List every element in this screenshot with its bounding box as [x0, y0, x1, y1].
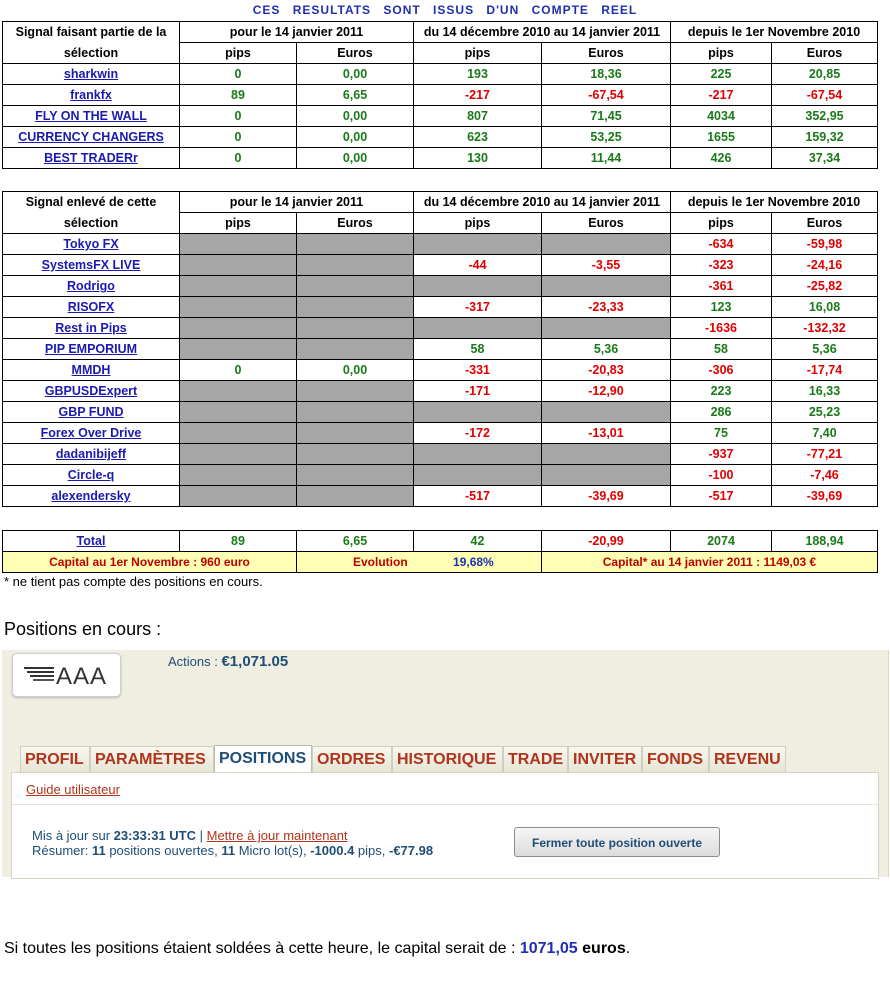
period-since-header: depuis le 1er Novembre 2010: [671, 22, 878, 43]
euros-cell: [542, 318, 671, 339]
pips-cell: 1655: [671, 127, 772, 148]
signal-name[interactable]: Forex Over Drive: [3, 423, 180, 444]
euros-cell: [297, 318, 414, 339]
signal-name[interactable]: alexendersky: [3, 486, 180, 507]
euros-cell: -77,21: [772, 444, 878, 465]
micro-text: Micro lot(s),: [235, 843, 311, 858]
euros-cell: 352,95: [772, 106, 878, 127]
table-row: [3, 444, 878, 465]
euros-cell: 16,08: [772, 297, 878, 318]
euros-cell: -132,32: [772, 318, 878, 339]
pips-cell: [180, 318, 297, 339]
euros-cell: 6,65: [297, 85, 414, 106]
signal-name[interactable]: dadanibijeff: [3, 444, 180, 465]
euros-cell: [297, 402, 414, 423]
euros-cell: 53,25: [542, 127, 671, 148]
signal-name[interactable]: BEST TRADERr: [3, 148, 180, 169]
signal-name[interactable]: frankfx: [3, 85, 180, 106]
euros-cell: 0,00: [297, 106, 414, 127]
pips-cell: 130: [414, 148, 542, 169]
pips-cell: -517: [671, 486, 772, 507]
equity-display: [168, 653, 288, 670]
pips-cell: 0: [180, 127, 297, 148]
table-row: [3, 465, 878, 486]
table-row: [3, 360, 878, 381]
euros-cell: [542, 465, 671, 486]
euros-cell: [297, 297, 414, 318]
table-row: [3, 276, 878, 297]
pips-cell: 286: [671, 402, 772, 423]
euros-header: Euros: [297, 43, 414, 64]
signal-header-line2: sélection: [3, 213, 180, 234]
final-statement: [4, 940, 630, 958]
pips-header: pips: [180, 213, 297, 234]
pips-cell: [180, 234, 297, 255]
tab-revenu[interactable]: REVENU: [709, 746, 786, 772]
pips-cell: 623: [414, 127, 542, 148]
euros-header: Euros: [772, 213, 878, 234]
period-month-header: du 14 décembre 2010 au 14 janvier 2011: [414, 192, 671, 213]
euros-cell: -3,55: [542, 255, 671, 276]
signal-name[interactable]: PIP EMPORIUM: [3, 339, 180, 360]
logo-mark-icon: [24, 667, 54, 683]
euros-cell: 16,33: [772, 381, 878, 402]
capital-row: [3, 552, 878, 573]
euros-header: Euros: [542, 213, 671, 234]
period-day-header: pour le 14 janvier 2011: [180, 22, 414, 43]
updated-prefix: Mis à jour sur: [32, 828, 114, 843]
results-banner: CES RESULTATS SONT ISSUS D'UN COMPTE REEL: [252, 3, 638, 17]
signal-header: Signal faisant partie de la: [3, 22, 180, 43]
tab-parametres[interactable]: PARAMÈTRES: [90, 746, 214, 772]
pips-cell: [414, 318, 542, 339]
pips-cell: -171: [414, 381, 542, 402]
pips-cell: 426: [671, 148, 772, 169]
total-euros-cell: 188,94: [772, 531, 878, 552]
signal-name[interactable]: Circle-q: [3, 465, 180, 486]
euros-header: Euros: [542, 43, 671, 64]
period-day-header: pour le 14 janvier 2011: [180, 192, 414, 213]
positions-content: [11, 772, 879, 879]
table-row: [3, 402, 878, 423]
pips-cell: -317: [414, 297, 542, 318]
pips-cell: [414, 276, 542, 297]
euros-cell: -13,01: [542, 423, 671, 444]
pips-cell: [180, 255, 297, 276]
euros-cell: 37,34: [772, 148, 878, 169]
pips-cell: [414, 234, 542, 255]
signal-name[interactable]: sharkwin: [3, 64, 180, 85]
signal-name[interactable]: Rodrigo: [3, 276, 180, 297]
pips-cell: -100: [671, 465, 772, 486]
table-row: [3, 255, 878, 276]
euros-cell: -67,54: [772, 85, 878, 106]
pips-cell: [180, 276, 297, 297]
table-row: [3, 339, 878, 360]
pips-cell: 0: [180, 360, 297, 381]
pips-cell: [180, 486, 297, 507]
total-pips-cell: 89: [180, 531, 297, 552]
euros-cell: [297, 339, 414, 360]
signal-header: Signal enlevé de cette: [3, 192, 180, 213]
euros-cell: 71,45: [542, 106, 671, 127]
pips-cell: -634: [671, 234, 772, 255]
total-pips-cell: 42: [414, 531, 542, 552]
footnote: * ne tient pas compte des positions en cours.: [4, 574, 263, 589]
pips-cell: 0: [180, 148, 297, 169]
pips-cell: 807: [414, 106, 542, 127]
signal-name[interactable]: RISOFX: [3, 297, 180, 318]
table-row: [3, 318, 878, 339]
pips-cell: -1636: [671, 318, 772, 339]
euros-cell: -59,98: [772, 234, 878, 255]
pips-cell: -517: [414, 486, 542, 507]
table-row: [3, 486, 878, 507]
pips-cell: 75: [671, 423, 772, 444]
euros-cell: -20,83: [542, 360, 671, 381]
euros-cell: [297, 465, 414, 486]
pips-cell: [180, 339, 297, 360]
capital-now: Capital* au 14 janvier 2011 : 1149,03 €: [542, 552, 878, 573]
euros-cell: [542, 402, 671, 423]
broker-panel: [2, 650, 889, 877]
period-since-header: depuis le 1er Novembre 2010: [671, 192, 878, 213]
user-guide-link[interactable]: Guide utilisateur: [26, 782, 120, 797]
euros-cell: [297, 276, 414, 297]
tab-fonds[interactable]: FONDS: [642, 746, 709, 772]
actions-label: Actions :: [168, 654, 222, 669]
tab-trade[interactable]: TRADE: [503, 746, 568, 772]
euros-cell: [297, 423, 414, 444]
final-end: .: [625, 940, 631, 957]
pips-cell: -217: [414, 85, 542, 106]
signal-name[interactable]: GBPUSDExpert: [3, 381, 180, 402]
pips-cell: 0: [180, 106, 297, 127]
selection-table: [2, 21, 878, 169]
pips-cell: -937: [671, 444, 772, 465]
euros-cell: -39,69: [772, 486, 878, 507]
pips-cell: -323: [671, 255, 772, 276]
pips-cell: [414, 444, 542, 465]
total-pips-cell: 2074: [671, 531, 772, 552]
euros-cell: [542, 444, 671, 465]
pips-cell: 225: [671, 64, 772, 85]
euros-cell: [297, 381, 414, 402]
euros-cell: 18,36: [542, 64, 671, 85]
pips-header: pips: [414, 43, 542, 64]
pips-cell: -361: [671, 276, 772, 297]
update-now-link[interactable]: Mettre à jour maintenant: [206, 828, 348, 843]
euros-cell: 0,00: [297, 148, 414, 169]
positions-title: Positions en cours :: [4, 619, 162, 639]
euros-cell: 0,00: [297, 360, 414, 381]
euros-cell: -12,90: [542, 381, 671, 402]
euros-cell: 5,36: [542, 339, 671, 360]
pips-cell: -331: [414, 360, 542, 381]
final-amount: 1071,05: [519, 940, 578, 957]
positions-status: Mis à jour sur 23:33:31 UTC | Mettre à jour maintenant Résumer: 11 positions ouvertes, 11 Micro lot(s), -1000.4 pips, -€77.98: [32, 828, 434, 858]
broker-logo[interactable]: [12, 653, 121, 697]
open-count: 11: [91, 843, 106, 858]
pips-cell: 58: [671, 339, 772, 360]
open-text: positions ouvertes,: [105, 843, 222, 858]
euros-cell: [297, 234, 414, 255]
pips-cell: 58: [414, 339, 542, 360]
table-row: [3, 234, 878, 255]
signal-name[interactable]: FLY ON THE WALL: [3, 106, 180, 127]
euros-cell: 0,00: [297, 64, 414, 85]
close-all-positions-button[interactable]: Fermer toute position ouverte: [514, 827, 720, 857]
divider: [12, 804, 878, 805]
euros-cell: -24,16: [772, 255, 878, 276]
table-row: [3, 64, 878, 85]
euros-cell: 159,32: [772, 127, 878, 148]
euros-cell: 20,85: [772, 64, 878, 85]
final-unit: euros: [577, 940, 626, 957]
tab-historique[interactable]: HISTORIQUE: [392, 746, 503, 772]
total-table: [2, 530, 878, 573]
tab-positions[interactable]: POSITIONS: [214, 745, 312, 773]
signal-name[interactable]: SystemsFX LIVE: [3, 255, 180, 276]
euros-cell: 25,23: [772, 402, 878, 423]
pips-header: pips: [414, 213, 542, 234]
euros-header: Euros: [297, 213, 414, 234]
pips-cell: [414, 465, 542, 486]
pips-cell: [180, 381, 297, 402]
total-label[interactable]: Total: [3, 531, 180, 552]
tab-inviter[interactable]: INVITER: [568, 746, 642, 772]
pips-cell: [180, 423, 297, 444]
pips-cell: [180, 402, 297, 423]
table-row: [3, 423, 878, 444]
removed-table: [2, 191, 878, 507]
updated-time: 23:33:31 UTC: [113, 828, 197, 843]
logo-text: AAA: [56, 663, 108, 690]
summary-prefix: Résumer:: [32, 843, 92, 858]
actions-value: €1,071.05: [221, 653, 289, 670]
table-row: [3, 297, 878, 318]
total-euros-cell: -20,99: [542, 531, 671, 552]
pips-cell: 123: [671, 297, 772, 318]
euros-cell: -23,33: [542, 297, 671, 318]
euros-cell: [542, 234, 671, 255]
pips-text: pips,: [354, 843, 389, 858]
pips-cell: -217: [671, 85, 772, 106]
table-row: [3, 148, 878, 169]
pips-cell: [180, 444, 297, 465]
euros-cell: 11,44: [542, 148, 671, 169]
pips-header: pips: [180, 43, 297, 64]
table-row: [3, 127, 878, 148]
pips-cell: -44: [414, 255, 542, 276]
capital-start: Capital au 1er Novembre : 960 euro: [3, 552, 297, 573]
euros-cell: [542, 276, 671, 297]
table-row: [3, 381, 878, 402]
euros-cell: 7,40: [772, 423, 878, 444]
euros-cell: 0,00: [297, 127, 414, 148]
period-month-header: du 14 décembre 2010 au 14 janvier 2011: [414, 22, 671, 43]
final-text: Si toutes les positions étaient soldées à cette heure, le capital serait de :: [4, 940, 520, 957]
euros-cell: 5,36: [772, 339, 878, 360]
pips-cell: [414, 402, 542, 423]
table-row: [3, 106, 878, 127]
pips-cell: 0: [180, 64, 297, 85]
euros-cell: -25,82: [772, 276, 878, 297]
pips-cell: [180, 465, 297, 486]
signal-name[interactable]: MMDH: [3, 360, 180, 381]
euros-cell: -39,69: [542, 486, 671, 507]
tab-profil[interactable]: PROFIL: [20, 746, 90, 772]
tab-ordres[interactable]: ORDRES: [312, 746, 392, 772]
pips-header: pips: [671, 43, 772, 64]
euros-cell: [297, 444, 414, 465]
signal-name[interactable]: GBP FUND: [3, 402, 180, 423]
pips-cell: -306: [671, 360, 772, 381]
signal-name[interactable]: Tokyo FX: [3, 234, 180, 255]
micro-count: 11: [221, 843, 236, 858]
pips-cell: [180, 297, 297, 318]
pips-cell: 223: [671, 381, 772, 402]
euros-cell: -7,46: [772, 465, 878, 486]
evolution-value: 19,68%: [453, 555, 494, 569]
signal-name[interactable]: Rest in Pips: [3, 318, 180, 339]
euros-cell: -17,74: [772, 360, 878, 381]
signal-name[interactable]: CURRENCY CHANGERS: [3, 127, 180, 148]
pips-cell: 4034: [671, 106, 772, 127]
pips-total: -1000.4: [310, 843, 355, 858]
pips-header: pips: [671, 213, 772, 234]
eur-total: -€77.98: [389, 843, 434, 858]
pips-cell: 193: [414, 64, 542, 85]
table-row: [3, 85, 878, 106]
total-euros-cell: 6,65: [297, 531, 414, 552]
total-row: [3, 531, 878, 552]
evolution-cell: [297, 552, 542, 573]
euros-cell: [297, 486, 414, 507]
euros-header: Euros: [772, 43, 878, 64]
evolution-label: Evolution: [353, 555, 408, 569]
euros-cell: [297, 255, 414, 276]
signal-header-line2: sélection: [3, 43, 180, 64]
pips-cell: 89: [180, 85, 297, 106]
pips-cell: -172: [414, 423, 542, 444]
euros-cell: -67,54: [542, 85, 671, 106]
